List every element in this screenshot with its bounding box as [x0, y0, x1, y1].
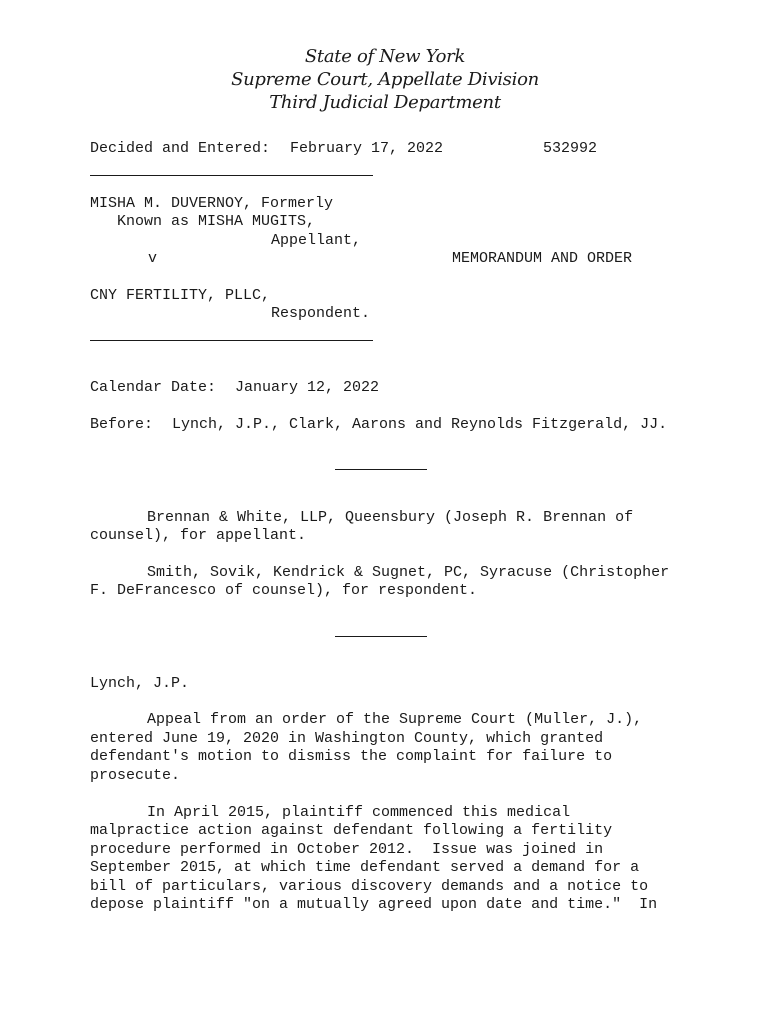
before-label: Before:	[90, 416, 154, 433]
party2-name: CNY FERTILITY, PLLC,	[90, 287, 271, 304]
para2-line: depose plaintiff "on a mutually agreed upon date and time." In	[90, 896, 658, 913]
caption-top-rule	[90, 175, 373, 176]
para2-line: procedure performed in October 2012. Issue was joined in	[90, 841, 604, 858]
decided-date: February 17, 2022	[290, 140, 444, 157]
para1-line: entered June 19, 2020 in Washington County, which granted	[90, 730, 604, 747]
section-divider-2	[335, 636, 427, 637]
party1-role: Appellant,	[271, 232, 362, 249]
para2-line: bill of particulars, various discovery demands and a notice to	[90, 878, 649, 895]
calendar-date: January 12, 2022	[235, 379, 380, 396]
para1-line: defendant's motion to dismiss the complaint for failure to	[90, 748, 613, 765]
calendar-label: Calendar Date:	[90, 379, 217, 396]
appellant-counsel-line2: counsel), for appellant.	[90, 527, 307, 544]
para2-line: In April 2015, plaintiff commenced this medical	[147, 804, 571, 821]
party1-line2: Known as MISHA MUGITS,	[117, 213, 316, 230]
respondent-counsel-line2: F. DeFrancesco of counsel), for respondent.	[90, 582, 478, 599]
court-name: Supreme Court, Appellate Division	[231, 69, 539, 90]
party2-role: Respondent.	[271, 305, 371, 322]
versus: v	[148, 250, 158, 267]
before-judges: Lynch, J.P., Clark, Aarons and Reynolds Fitzgerald, JJ.	[172, 416, 668, 433]
appellant-counsel-line1: Brennan & White, LLP, Queensbury (Joseph R. Brennan of	[147, 509, 634, 526]
court-state: State of New York	[304, 46, 466, 67]
docket-number: 532992	[543, 140, 598, 157]
caption-bottom-rule	[90, 340, 373, 341]
para2-line: September 2015, at which time defendant served a demand for a	[90, 859, 640, 876]
para2-line: malpractice action against defendant following a fertility	[90, 822, 613, 839]
section-divider-1	[335, 469, 427, 470]
decided-label: Decided and Entered:	[90, 140, 271, 157]
party1-line1: MISHA M. DUVERNOY, Formerly	[90, 195, 334, 212]
para1-line: Appeal from an order of the Supreme Court (Muller, J.),	[147, 711, 643, 728]
opinion-author: Lynch, J.P.	[90, 675, 190, 692]
para1-line: prosecute.	[90, 767, 181, 784]
court-department: Third Judicial Department	[269, 92, 501, 113]
document-type: MEMORANDUM AND ORDER	[452, 250, 633, 267]
respondent-counsel-line1: Smith, Sovik, Kendrick & Sugnet, PC, Syracuse (Christopher	[147, 564, 670, 581]
